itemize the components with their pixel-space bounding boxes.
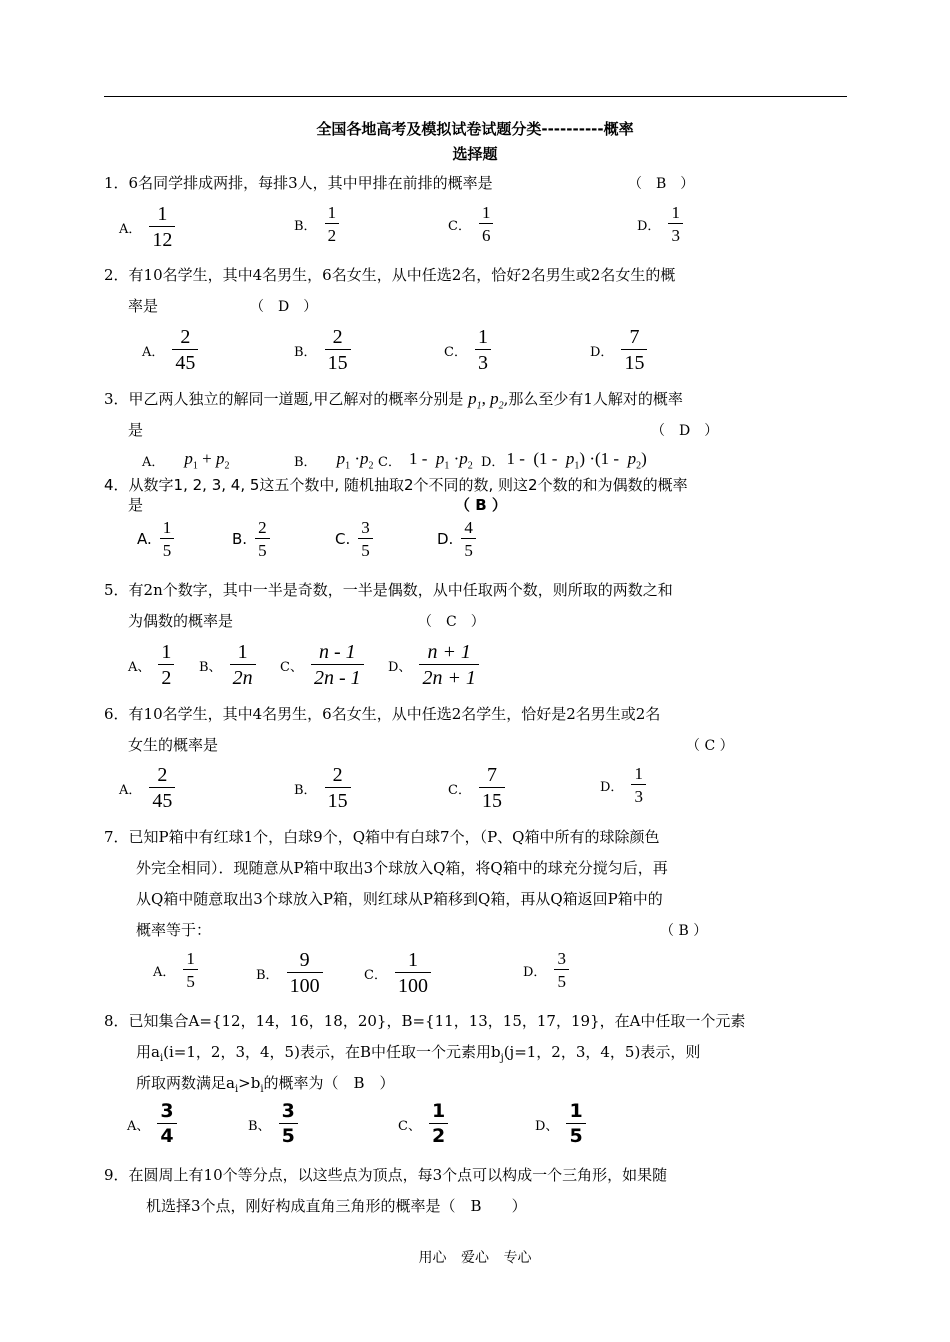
- q5-answer: （ C ）: [418, 614, 485, 630]
- q3-text-line2: 是: [128, 421, 144, 439]
- q7-text-line3: 从Q箱中随意取出3个球放入P箱，则红球从P箱移到Q箱，再从Q箱返回P箱中的: [136, 890, 663, 908]
- q6-option-d: D． $\frac{1}{3}$: [600, 765, 646, 805]
- q5-option-c: C、 $\frac{n - 1}{2n - 1}$: [280, 642, 364, 688]
- q5-text-line2: 为偶数的概率是: [128, 612, 234, 630]
- q3-text-line1: 3．甲乙两人独立的解同一道题,甲乙解对的概率分别是 $p_1$, $p_2$,那么至少有1人解对的概率: [104, 389, 683, 412]
- q3-answer: （ D ）: [651, 423, 719, 439]
- q4-option-d: D. $\frac{4}{5}$: [437, 519, 476, 559]
- q6-option-a: A． $\frac{2}{45}$: [119, 765, 175, 811]
- q2-option-d: D． $\frac{7}{15}$: [590, 327, 647, 373]
- q2-text-line1: 2．有10名学生，其中4名男生，6名女生，从中任选2名，恰好2名男生或2名女生的概: [104, 266, 676, 284]
- q5-option-b: B、 $\frac{1}{2n}$: [199, 642, 256, 688]
- q6-answer: （ C ）: [686, 738, 734, 754]
- q1-answer: （ B ）: [628, 176, 695, 192]
- q7-text-line2: 外完全相同）．现随意从P箱中取出3个球放入Q箱，将Q箱中的球充分搅匀后，再: [136, 859, 668, 877]
- q8-option-a: A、 $\frac{3}{4}$: [127, 1102, 177, 1146]
- page-footer: 用心 爱心 专心: [418, 1250, 532, 1266]
- q1-option-b: B． $\frac{1}{2}$: [294, 204, 339, 244]
- q2-answer: （ D ）: [250, 299, 318, 315]
- q1-option-d: D． $\frac{1}{3}$: [637, 204, 683, 244]
- q7-text-line4: 概率等于：: [136, 921, 212, 939]
- q4-option-c: C. $\frac{3}{5}$: [335, 519, 373, 559]
- q6-text-line1: 6．有10名学生，其中4名男生，6名女生，从中任选2名学生，恰好是2名男生或2名: [104, 705, 661, 723]
- q8-option-b: B、 $\frac{3}{5}$: [248, 1102, 298, 1146]
- q3-option-a: A． $p_1 + p_2$: [142, 449, 230, 472]
- q5-text-line1: 5．有2n个数字，其中一半是奇数，一半是偶数，从中任取两个数，则所取的两数之和: [104, 581, 673, 599]
- q1-option-a: A． $\frac{1}{12}$: [119, 204, 175, 250]
- q3-p2: $p_2$: [490, 389, 504, 412]
- q5-option-a: A、 $\frac{1}{2}$: [128, 642, 174, 688]
- q8-option-d: D、 $\frac{1}{5}$: [535, 1102, 586, 1146]
- q4-option-b: B. $\frac{2}{5}$: [232, 519, 270, 559]
- section-title: 选择题: [452, 145, 498, 163]
- q1-option-c: C． $\frac{1}{6}$: [448, 204, 493, 244]
- page-title: 全国各地高考及模拟试卷试题分类----------概率: [316, 120, 634, 138]
- q5-option-d: D、 $\frac{n + 1}{2n + 1}$: [388, 642, 479, 688]
- q7-answer: （ B ）: [660, 923, 708, 939]
- q8-option-c: C、 $\frac{1}{2}$: [398, 1102, 448, 1146]
- q8-text-line1: 8．已知集合A={12，14，16，18，20}，B={11，13，15，17，19}，在A中任取一个元素: [104, 1012, 746, 1030]
- q2-option-b: B． $\frac{2}{15}$: [294, 327, 351, 373]
- q4-text-line2: 是: [128, 496, 144, 514]
- q7-option-a: A． $\frac{1}{5}$: [153, 950, 198, 990]
- q9-text-line2: 机选择3个点，刚好构成直角三角形的概率是（ B ）: [146, 1197, 527, 1215]
- q3-p1: $p_1$: [468, 389, 482, 412]
- q1-text: 1．6名同学排成两排，每排3人，其中甲排在前排的概率是: [104, 174, 493, 192]
- q2-text-line2: 率是: [128, 297, 159, 315]
- header-rule: [104, 96, 847, 97]
- q4-answer: （ B ）: [455, 496, 507, 514]
- q9-text-line1: 9．在圆周上有10个等分点，以这些点为顶点，每3个点可以构成一个三角形，如果随: [104, 1166, 668, 1184]
- q7-text-line1: 7．已知P箱中有红球1个，白球9个，Q箱中有白球7个，（P、Q箱中所有的球除颜色: [104, 828, 660, 846]
- q7-option-d: D． $\frac{3}{5}$: [523, 950, 569, 990]
- q6-option-c: C． $\frac{7}{15}$: [448, 765, 505, 811]
- q6-text-line2: 女生的概率是: [128, 736, 219, 754]
- q7-option-c: C． $\frac{1}{100}$: [364, 950, 431, 996]
- q7-option-b: B． $\frac{9}{100}$: [256, 950, 323, 996]
- q2-option-a: A． $\frac{2}{45}$: [142, 327, 198, 373]
- q4-option-a: A. $\frac{1}{5}$: [137, 519, 174, 559]
- q6-option-b: B． $\frac{2}{15}$: [294, 765, 351, 811]
- q3-option-b: B． $p_1 \cdot p_2$: [294, 449, 374, 472]
- q3-option-c: C． $1 - p_1 \cdot p_2$: [378, 449, 473, 472]
- q4-text-line1: 4．从数字1, 2, 3, 4, 5这五个数中, 随机抽取2个不同的数, 则这2个数的和为偶数的概率: [104, 476, 688, 494]
- q8-text-line2: 用$a_i(i=1$，2，3，4，5)表示，在B中任取一个元素用$b_j(j=1$，2，3，4，5)表示，则: [136, 1043, 701, 1064]
- q2-option-c: C． $\frac{1}{3}$: [444, 327, 491, 373]
- q3-option-d: D． $1 - (1 - p_1) \cdot(1 - p_2)$: [481, 449, 647, 472]
- q8-text-line3: 所取两数满足$a_i>b_i$的概率为（ B ）: [136, 1074, 395, 1095]
